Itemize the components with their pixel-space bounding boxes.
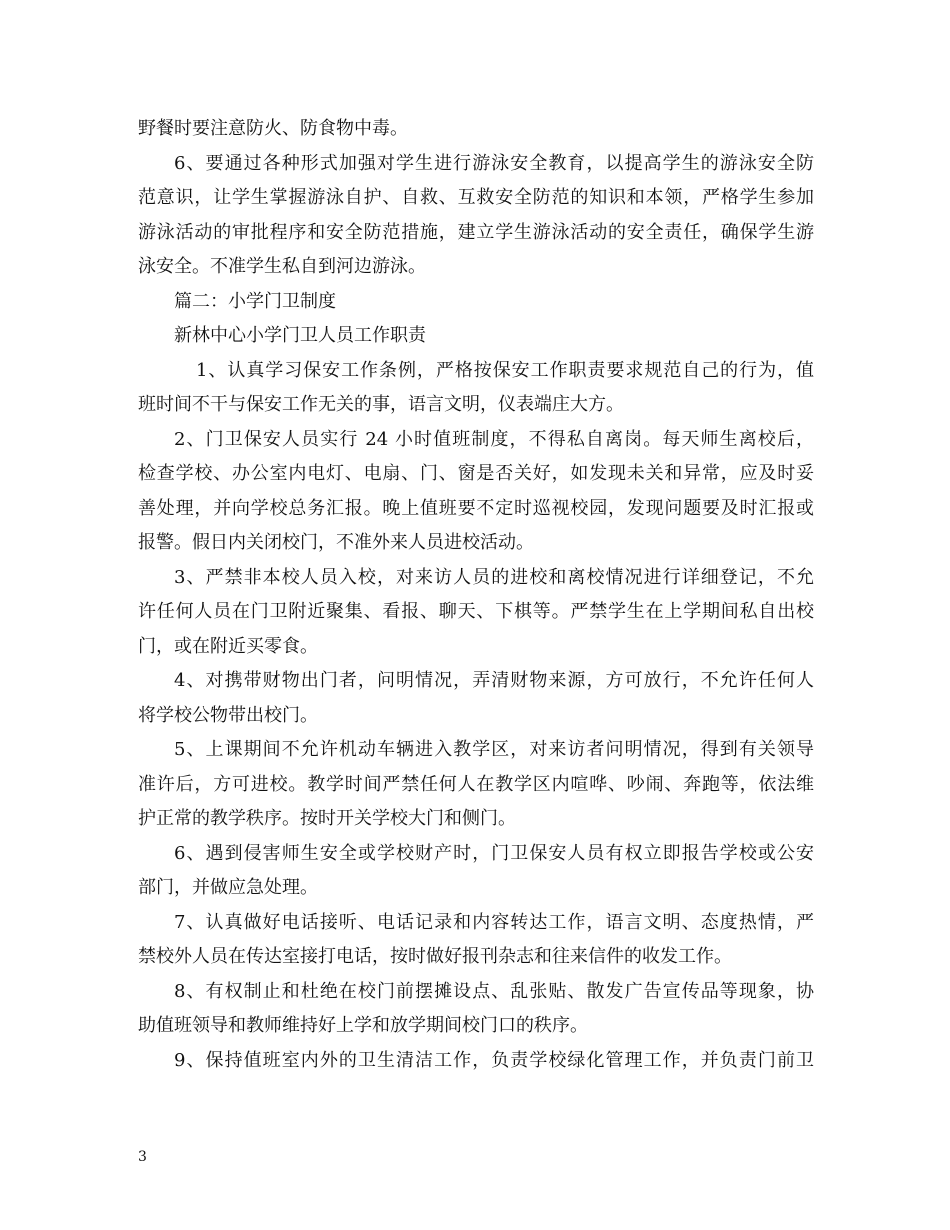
- text-line: 泳安全。不准学生私自到河边游泳。: [138, 256, 426, 277]
- text-line: 禁校外人员在传达室接打电话，按时做好报刊杂志和往来信件的收发工作。: [138, 946, 732, 967]
- text-line: 班时间不干与保安工作无关的事，语言文明，仪表端庄大方。: [138, 394, 624, 415]
- text-line: 6、要通过各种形式加强对学生进行游泳安全教育，以提高学生的游泳安全防: [174, 152, 814, 174]
- text-line: 3、严禁非本校人员入校，对来访人员的进校和离校情况进行详细登记，不允: [174, 566, 814, 588]
- text-line: 检查学校、办公室内电灯、电扇、门、窗是否关好，如发现未关和异常，应及时妥: [138, 463, 814, 484]
- text-line: 7、认真做好电话接听、电话记录和内容转达工作，语言文明、态度热情，严: [174, 911, 814, 933]
- text-line: 9、保持值班室内外的卫生清洁工作，负责学校绿化管理工作，并负责门前卫: [174, 1049, 814, 1071]
- text-line: 助值班领导和教师维持好上学和放学期间校门口的秩序。: [138, 1015, 588, 1036]
- text-line: 善处理，并向学校总务汇报。晚上值班要不定时巡视校园，发现问题要及时汇报或: [138, 497, 814, 519]
- text-line: 2、门卫保安人员实行 24 小时值班制度，不得私自离岗。每天师生离校后，: [174, 428, 814, 450]
- document-title: 新林中心小学门卫人员工作职责: [174, 325, 426, 346]
- text-line: 护正常的教学秩序。按时开关学校大门和侧门。: [138, 808, 516, 829]
- text-line: 门，或在附近买零食。: [138, 635, 318, 657]
- text-line: 4、对携带财物出门者，问明情况，弄清财物来源，方可放行，不允许任何人: [174, 670, 814, 691]
- text-line: 许任何人员在门卫附近聚集、看报、聊天、下棋等。严禁学生在上学期间私自出校: [138, 601, 814, 622]
- text-line: 1、认真学习保安工作条例，严格按保安工作职责要求规范自己的行为，值: [196, 359, 814, 381]
- document-body: [138, 112, 814, 1078]
- text-line: 准许后，方可进校。教学时间严禁任何人在教学区内喧哗、吵闹、奔跑等，依法维: [138, 773, 814, 795]
- text-line: 部门，并做应急处理。: [138, 877, 318, 898]
- text-line: 野餐时要注意防火、防食物中毒。: [138, 118, 408, 139]
- text-line: 报警。假日内关闭校门，不准外来人员进校活动。: [138, 532, 534, 553]
- text-line: 游泳活动的审批程序和安全防范措施，建立学生游泳活动的安全责任，确保学生游: [138, 221, 814, 243]
- text-line: 范意识，让学生掌握游泳自护、自救、互救安全防范的知识和本领，严格学生参加: [138, 187, 814, 208]
- text-line: 5、上课期间不允许机动车辆进入教学区，对来访者问明情况，得到有关领导: [174, 739, 814, 760]
- section-heading: 篇二：小学门卫制度: [174, 290, 336, 312]
- page-number: 3: [138, 1149, 147, 1165]
- text-line: 8、有权制止和杜绝在校门前摆摊设点、乱张贴、散发广告宣传品等现象，协: [174, 980, 814, 1002]
- text-line: 6、遇到侵害师生安全或学校财产时，门卫保安人员有权立即报告学校或公安: [174, 842, 814, 864]
- text-line: 将学校公物带出校门。: [138, 704, 318, 726]
